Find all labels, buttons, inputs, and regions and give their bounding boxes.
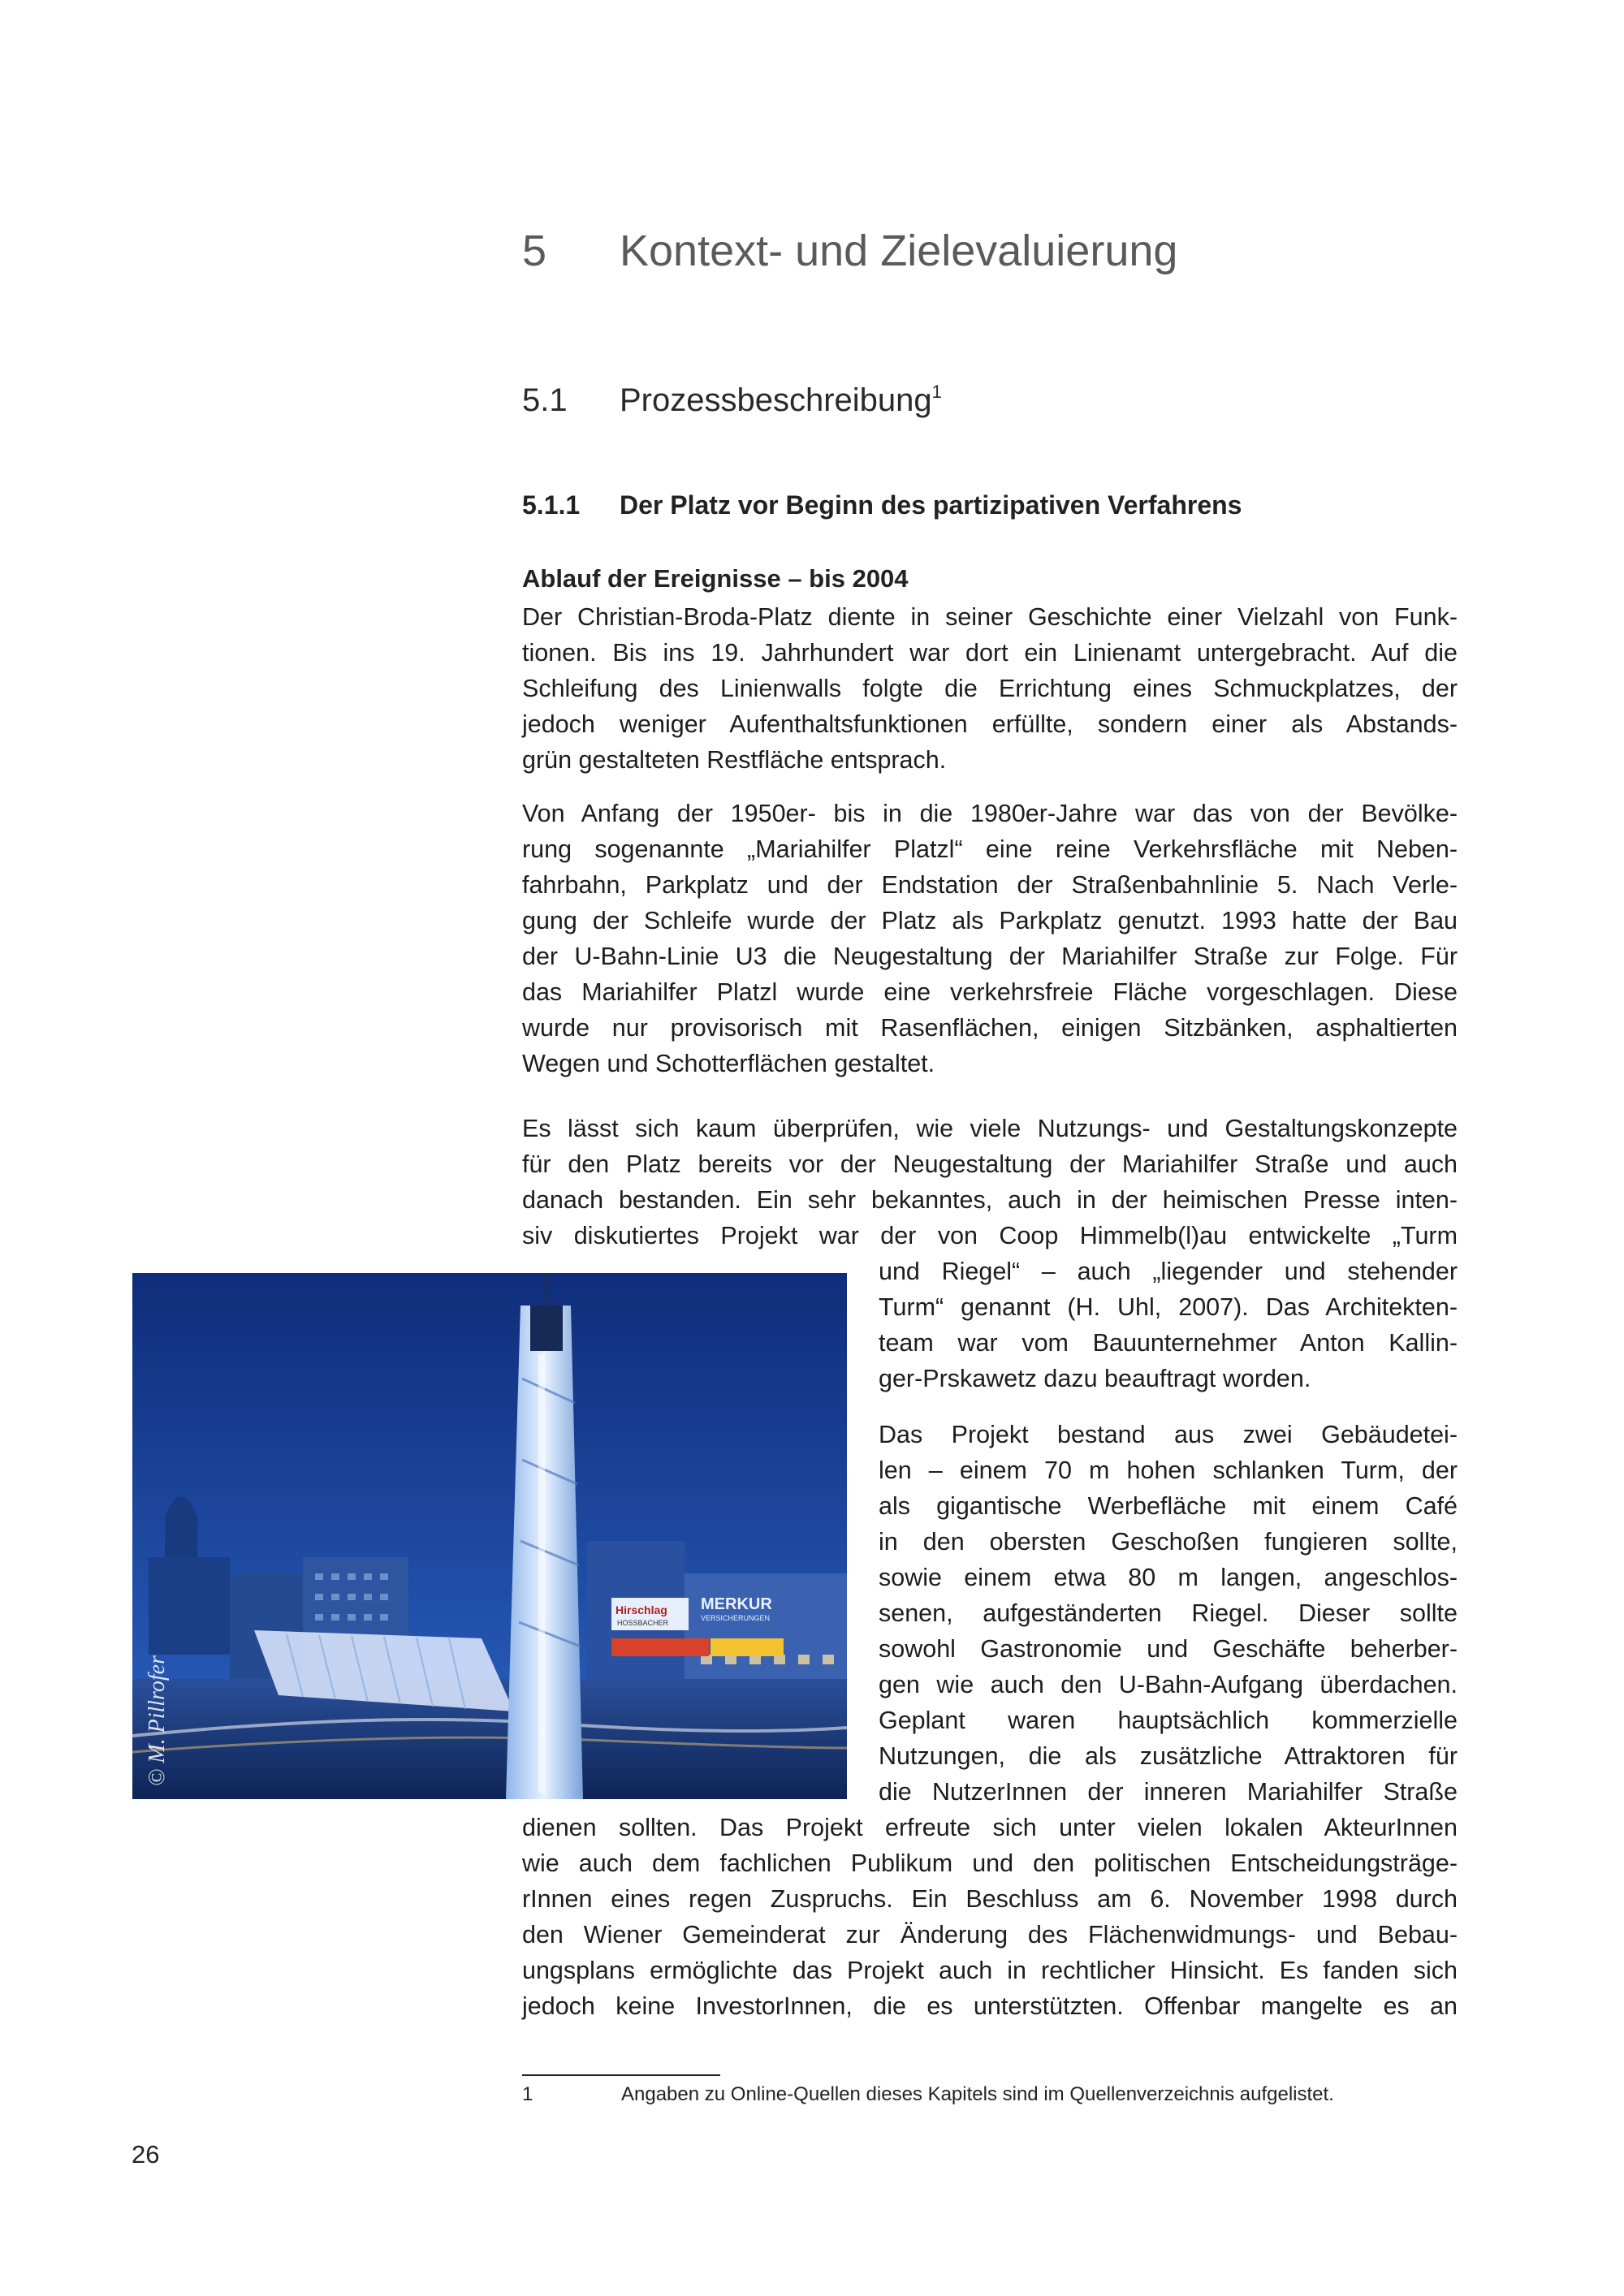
body-line: die NutzerInnen der inneren Mariahilfer Straße	[879, 1778, 1458, 1806]
body-line: für den Platz bereits vor der Neugestaltung der Mariahilfer Straße und auch	[522, 1150, 1458, 1178]
body-line: sowohl Gastronomie und Geschäfte beherber-	[879, 1635, 1458, 1663]
paragraph-heading: Ablauf der Ereignisse – bis 2004	[522, 564, 909, 593]
tower-photo	[132, 1273, 847, 1799]
chapter-heading	[522, 226, 1177, 276]
body-line: Geplant waren hauptsächlich kommerzielle	[879, 1707, 1458, 1734]
footnote	[522, 2083, 1334, 2106]
body-line: senen, aufgeständerten Riegel. Dieser sollte	[879, 1599, 1458, 1627]
section-heading	[522, 382, 942, 419]
body-line: der U-Bahn-Linie U3 die Neugestaltung der Mariahilfer Straße zur Folge. Für	[522, 943, 1458, 970]
body-line: in den obersten Geschoßen fungieren sollte,	[879, 1528, 1458, 1556]
section-number: 5.1	[522, 382, 568, 418]
photo-credit: © M. Pillrofer	[145, 1655, 170, 1786]
body-line: gen wie auch den U-Bahn-Aufgang überdachen.	[879, 1671, 1458, 1698]
body-line: team war vom Bauunternehmer Anton Kallin-	[879, 1329, 1458, 1357]
body-line: gung der Schleife wurde der Platz als Parkplatz genutzt. 1993 hatte der Bau	[522, 907, 1458, 934]
body-line: fahrbahn, Parkplatz und der Endstation der Straßenbahnlinie 5. Nach Verle-	[522, 871, 1458, 899]
body-line: ger-Prskawetz dazu beauftragt worden.	[879, 1365, 1311, 1392]
body-line: len – einem 70 m hohen schlanken Turm, der	[879, 1457, 1458, 1484]
section-title: Prozessbeschreibung	[620, 382, 932, 418]
body-line: Schleifung des Linienwalls folgte die Errichtung eines Schmuckplatzes, der	[522, 675, 1458, 702]
body-line: grün gestalteten Restfläche entsprach.	[522, 746, 947, 774]
body-line: siv diskutiertes Projekt war der von Coop Himmelb(l)au entwickelte „Turm	[522, 1222, 1458, 1249]
body-line: ungsplans ermöglichte das Projekt auch in rechtlicher Hinsicht. Es fanden sich	[522, 1957, 1458, 1984]
body-line: das Mariahilfer Platzl wurde eine verkehrsfreie Fläche vorgeschlagen. Diese	[522, 978, 1458, 1006]
footnote-text: Angaben zu Online-Quellen dieses Kapitels sind im Quellenverzeichnis aufgelistet.	[621, 2083, 1334, 2105]
body-line: tionen. Bis ins 19. Jahrhundert war dort ein Linienamt untergebracht. Auf die	[522, 639, 1458, 667]
body-line: rInnen eines regen Zuspruchs. Ein Beschluss am 6. November 1998 durch	[522, 1885, 1458, 1913]
body-line: als gigantische Werbefläche mit einem Café	[879, 1492, 1458, 1520]
footnote-reference[interactable]: 1	[931, 382, 942, 402]
subsection-number: 5.1.1	[522, 490, 581, 520]
body-line: danach bestanden. Ein sehr bekanntes, auch in der heimischen Presse inten-	[522, 1186, 1458, 1214]
body-line: Von Anfang der 1950er- bis in die 1980er-Jahre war das von der Bevölke-	[522, 800, 1458, 827]
body-line: Turm“ genannt (H. Uhl, 2007). Das Architekten-	[879, 1293, 1458, 1321]
body-line: rung sogenannte „Mariahilfer Platzl“ eine reine Verkehrsfläche mit Neben-	[522, 835, 1458, 863]
body-line: Der Christian-Broda-Platz diente in seiner Geschichte einer Vielzahl von Funk-	[522, 603, 1458, 631]
subsection-heading	[522, 490, 1242, 520]
body-line: Es lässt sich kaum überprüfen, wie viele Nutzungs- und Gestaltungskonzepte	[522, 1115, 1458, 1142]
chapter-title: Kontext- und Zielevaluierung	[620, 227, 1178, 275]
body-line: und Riegel“ – auch „liegender und stehender	[879, 1258, 1458, 1285]
body-line: wie auch dem fachlichen Publikum und den politischen Entscheidungsträge-	[522, 1849, 1458, 1877]
footnote-number: 1	[522, 2083, 533, 2105]
body-line: wurde nur provisorisch mit Rasenflächen, einigen Sitzbänken, asphaltierten	[522, 1014, 1458, 1042]
page-number: 26	[132, 2140, 160, 2169]
body-line: dienen sollten. Das Projekt erfreute sich unter vielen lokalen AkteurInnen	[522, 1814, 1458, 1841]
footnote-divider	[522, 2074, 720, 2076]
sign-right-subtext: VERSICHERUNGEN	[701, 1614, 771, 1622]
subsection-title: Der Platz vor Beginn des partizipativen Verfahrens	[620, 490, 1242, 520]
sign-left-subtext: HOSSBACHER	[617, 1619, 669, 1627]
sign-left-text: Hirschlag	[615, 1603, 667, 1616]
sign-right-text: MERKUR	[701, 1595, 772, 1613]
body-line: den Wiener Gemeinderat zur Änderung des Flächenwidmungs- und Bebau-	[522, 1921, 1458, 1949]
body-line: Nutzungen, die als zusätzliche Attraktoren für	[879, 1742, 1458, 1770]
body-line: jedoch keine InvestorInnen, die es unterstützten. Offenbar mangelte es an	[522, 1992, 1458, 2020]
body-line: sowie einem etwa 80 m langen, angeschlos-	[879, 1564, 1458, 1591]
body-line: Wegen und Schotterflächen gestaltet.	[522, 1050, 935, 1077]
body-line: Das Projekt bestand aus zwei Gebäudetei-	[879, 1421, 1458, 1448]
body-line: jedoch weniger Aufenthaltsfunktionen erfüllte, sondern einer als Abstands-	[522, 710, 1458, 738]
chapter-number: 5	[522, 227, 547, 275]
